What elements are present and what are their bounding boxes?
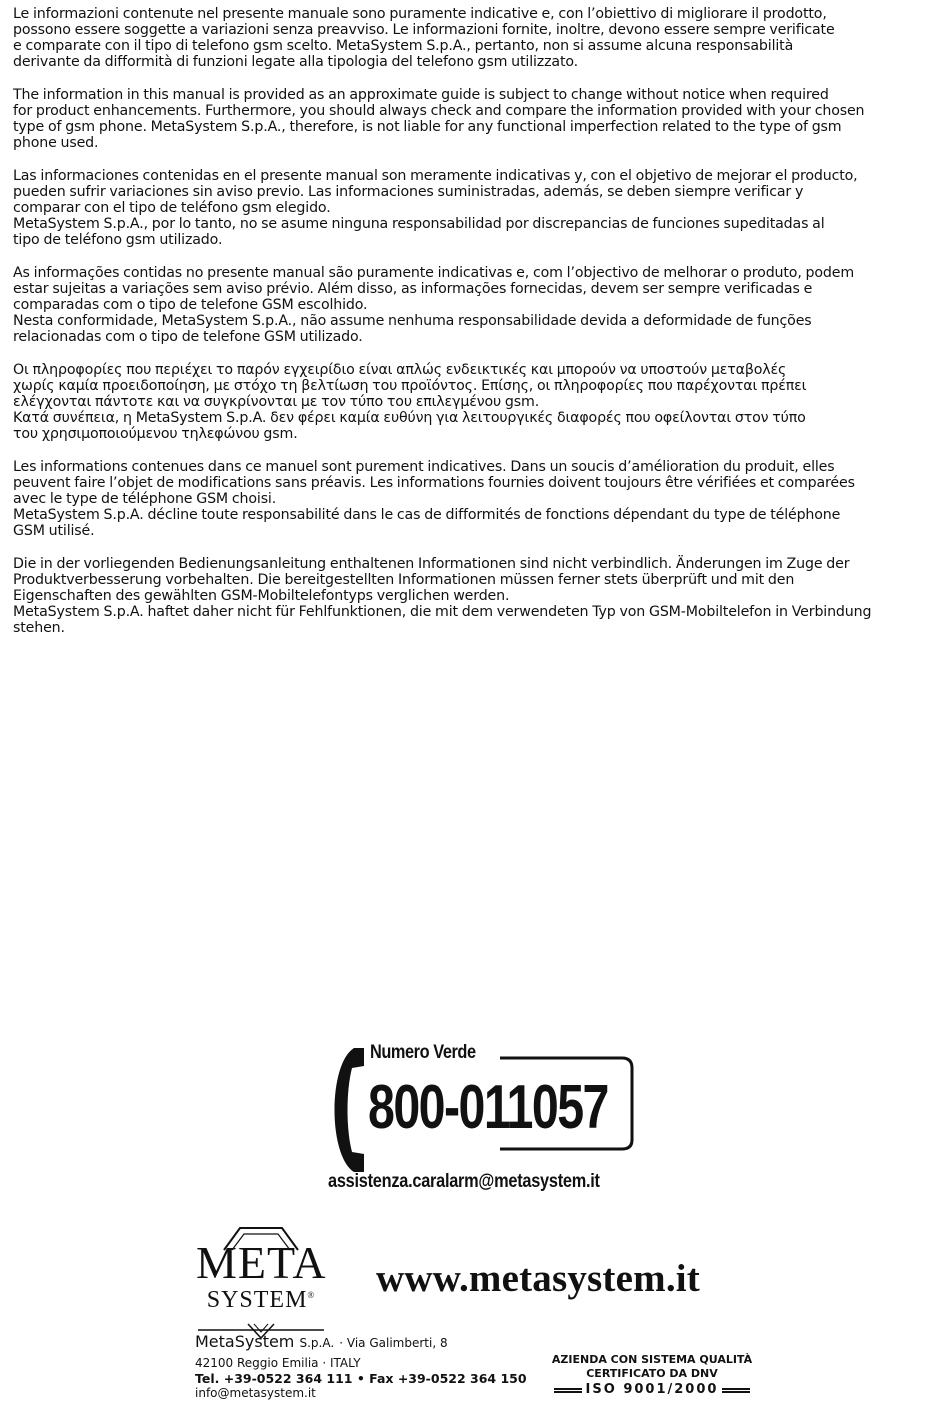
hotline-number: 800-011057 xyxy=(368,1073,608,1142)
disclaimer-line: derivante da difformità di funzioni legate alla tipologia del telefono gsm utilizzato. xyxy=(13,54,578,71)
divider-bars-right xyxy=(722,1388,750,1393)
disclaimer-line: Les informations contenues dans ce manuel sont purement indicatives. Dans un soucis d’amélioration du produit, elles xyxy=(13,458,835,475)
disclaimer-line: pueden sufrir variaciones sin aviso previo. Las informaciones suministradas, además, se deben siempre verificar y xyxy=(13,183,804,200)
logo-text-meta: META xyxy=(196,1237,327,1288)
phone-handset-icon xyxy=(324,1046,366,1174)
disclaimer-line: The information in this manual is provided as an approximate guide is subject to change without notice when required xyxy=(13,86,829,103)
disclaimer-line: χωρίς καμία προειδοποίηση, με στόχο τη βελτίωση του προϊόντος. Επίσης, οι πληροφορίες που παρέχονται πρέπει xyxy=(13,377,807,394)
quality-certification xyxy=(548,1353,756,1399)
disclaimer-line: του χρησιμοποιούμενου τηλεφώνου gsm. xyxy=(13,426,298,443)
disclaimer-paragraph-de xyxy=(13,556,941,636)
disclaimer-line: estar sujeitas a variações sem aviso prévio. Além disso, as informações fornecidas, devem ser sempre verificadas e xyxy=(13,280,813,297)
disclaimer-line: Eigenschaften des gewählten GSM-Mobiltelefontyps verglichen werden. xyxy=(13,587,510,604)
disclaimer-paragraph-es xyxy=(13,168,941,248)
company-address: · Via Galimberti, 8 xyxy=(339,1336,448,1350)
registered-mark: ® xyxy=(307,1290,316,1300)
disclaimer-line: tipo de teléfono gsm utilizado. xyxy=(13,232,223,249)
divider-bars-left xyxy=(554,1388,582,1393)
disclaimer-line: As informações contidas no presente manual são puramente indicativas e, com l’objectivo de melhorar o produto, podem xyxy=(13,264,855,281)
disclaimer-line: peuvent faire l’objet de modifications sans préavis. Les informations fournies doivent toujours être vérifiées et comparées xyxy=(13,474,855,491)
disclaimer-line: phone used. xyxy=(13,135,99,152)
certification-line-2: CERTIFICATO DA DNV xyxy=(586,1367,718,1380)
certification-iso xyxy=(548,1381,756,1399)
disclaimer-line: Κατά συνέπεια, η MetaSystem S.p.A. δεν φέρει καμία ευθύνη για λειτουργικές διαφορές που οφείλονται στον τύπο xyxy=(13,409,806,426)
disclaimer-line: e comparate con il tipo di telefono gsm scelto. MetaSystem S.p.A., pertanto, non si assume alcuna responsabilità xyxy=(13,38,794,55)
hotline-title: Numero Verde xyxy=(370,1042,476,1063)
disclaimer-line: stehen. xyxy=(13,620,65,636)
disclaimer-paragraph-it xyxy=(13,6,941,70)
disclaimer-line: comparar con el tipo de teléfono gsm elegido. xyxy=(13,199,331,216)
logo-system-word: SYSTEM xyxy=(206,1287,308,1313)
disclaimer-line: Produktverbesserung vorbehalten. Die bereitgestellten Informationen müssen ferner stets überprüft und mit den xyxy=(13,571,795,588)
disclaimer-line: type of gsm phone. MetaSystem S.p.A., therefore, is not liable for any functional imperfection related to the type of gsm xyxy=(13,119,842,136)
company-tel-fax: Tel. +39-0522 364 111 • Fax +39-0522 364 150 xyxy=(195,1371,527,1386)
disclaimer-line: MetaSystem S.p.A., por lo tanto, no se asume ninguna responsabilidad por discrepancias de funciones supeditadas al xyxy=(13,216,825,233)
disclaimer-line: Le informazioni contenute nel presente manuale sono puramente indicative e, con l’obiettivo di migliorare il prodotto, xyxy=(13,6,827,22)
company-suffix: S.p.A. xyxy=(299,1336,335,1350)
disclaimer-line: Οι πληροφορίες που περιέχει το παρόν εγχειρίδιο είναι απλώς ενδεικτικές και μπορούν να υποστούν μεταβολές xyxy=(13,361,787,378)
disclaimer-line: comparadas com o tipo de telefone GSM escolhido. xyxy=(13,296,368,313)
iso-label: ISO 9001/2000 xyxy=(585,1382,719,1397)
hotline-email[interactable]: assistenza.caralarm@metasystem.it xyxy=(328,1171,600,1192)
disclaimer-line: Las informaciones contenidas en el presente manual son meramente indicativas y, con el objetivo de mejorar el producto, xyxy=(13,167,858,184)
disclaimer-line: ελέγχονται πάντοτε και να συγκρίνονται με τον τύπο του επιλεγμένου gsm. xyxy=(13,393,540,410)
disclaimer-line: MetaSystem S.p.A. décline toute responsabilité dans le cas de difformités de fonctions dépendant du type de téléphone xyxy=(13,506,841,523)
disclaimer-paragraph-pt xyxy=(13,265,941,345)
disclaimer-line: Nesta conformidade, MetaSystem S.p.A., não assume nenhuma responsabilidade devida a deformidade de funções xyxy=(13,313,812,329)
disclaimer-paragraph-en xyxy=(13,87,941,151)
logo-text-system xyxy=(196,1283,326,1312)
disclaimer-section xyxy=(13,6,941,653)
certification-line-1: AZIENDA CON SISTEMA QUALITÀ xyxy=(551,1353,753,1366)
disclaimer-line: avec le type de téléphone GSM choisi. xyxy=(13,490,277,507)
disclaimer-line: for product enhancements. Furthermore, you should always check and compare the information provided with your chosen xyxy=(13,102,865,119)
company-city: 42100 Reggio Emilia · ITALY xyxy=(195,1356,361,1370)
disclaimer-paragraph-fr xyxy=(13,459,941,539)
disclaimer-paragraph-el xyxy=(13,362,941,442)
disclaimer-line: GSM utilisé. xyxy=(13,523,95,540)
company-info xyxy=(195,1332,527,1401)
company-name: MetaSystem xyxy=(195,1332,295,1351)
website-link[interactable]: www.metasystem.it xyxy=(376,1257,700,1300)
disclaimer-line: Die in der vorliegenden Bedienungsanleitung enthaltenen Informationen sind nicht verbindlich. Änderungen im Zuge der xyxy=(13,555,850,572)
disclaimer-line: relacionadas com o tipo de telefone GSM utilizado. xyxy=(13,329,363,346)
disclaimer-line: MetaSystem S.p.A. haftet daher nicht für Fehlfunktionen, die mit dem verwendeten Typ von GSM-Mobiltelefon in Verbindung xyxy=(13,603,872,620)
company-name-line xyxy=(195,1332,527,1353)
company-email[interactable]: info@metasystem.it xyxy=(195,1386,316,1400)
disclaimer-line: possono essere soggette a variazioni senza preavviso. Le informazioni fornite, inoltre, devono essere sempre verificate xyxy=(13,22,835,39)
